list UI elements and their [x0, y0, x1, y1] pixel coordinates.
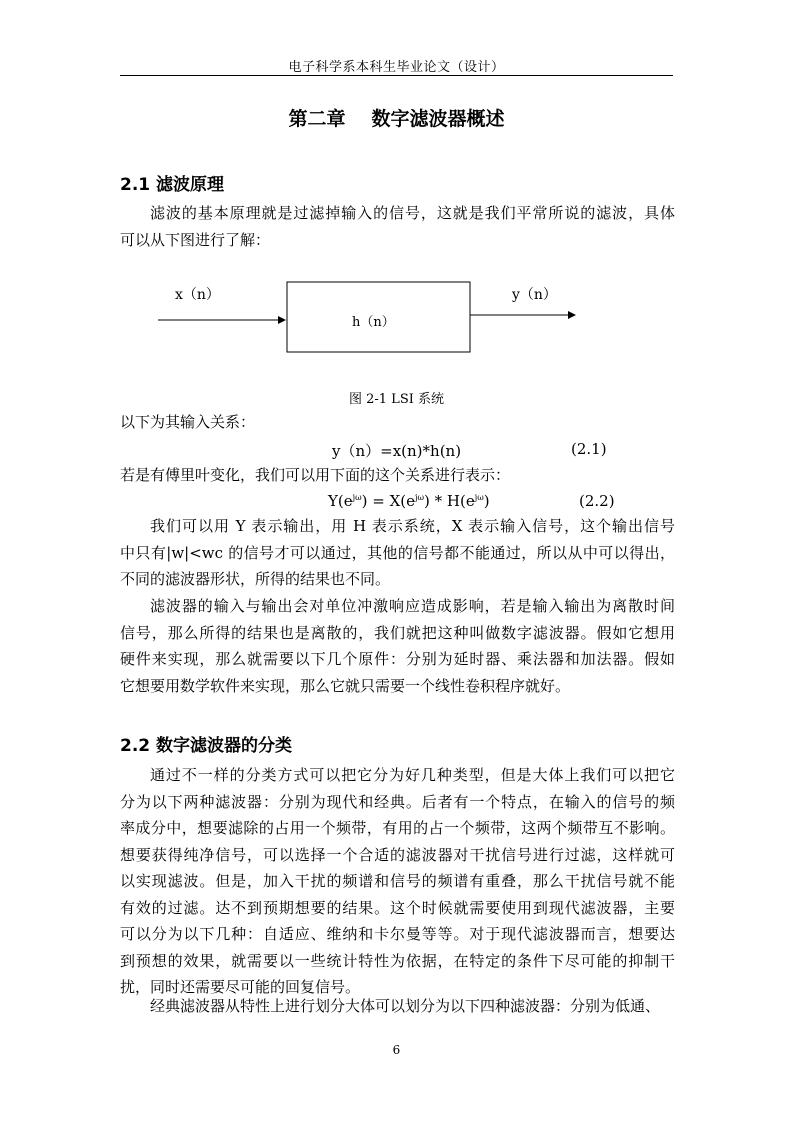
chapter-number: 第二章: [288, 108, 346, 130]
section2-paragraph-2: [120, 993, 675, 1020]
paragraph-line: 通过不一样的分类方式可以把它分为好几种类型，但是大体上我们可以把它: [150, 766, 675, 784]
paragraph-line: 分为以下两种滤波器：分别为现代和经典。后者有一个特点，在输入的信号的频: [120, 792, 675, 811]
paragraph-line: 以实现滤波。但是，加入干扰的频谱和信号的频谱有重叠，那么干扰信号就不能: [120, 872, 675, 890]
eq-part: ) = X(e: [361, 492, 416, 510]
equation-2-2-number: (2.2): [579, 492, 615, 510]
paragraph-line: 到预想的效果，就需要以一些统计特性为依据，在特定的条件下尽可能的抑制干: [120, 951, 675, 970]
figure-caption: 图 2-1 LSI 系统: [348, 392, 444, 407]
output-signal-label: y（n）: [512, 287, 557, 303]
eq-part: ): [483, 492, 490, 510]
equation-2-1: y（n）=x(n)*h(n): [332, 442, 462, 460]
paragraph-line: 经典滤波器从特性上进行划分大体可以划分为以下四种滤波器：分别为低通、: [150, 997, 661, 1015]
paragraph-line: 硬件来实现，那么就需要以下几个原件：分别为延时器、乘法器和加法器。假如: [120, 650, 675, 668]
section1-intro-paragraph: [120, 200, 675, 253]
paragraph-line: 它想要用数学软件来实现，那么它就只需要一个线性卷积程序就好。: [120, 676, 571, 695]
equation-2-2: [328, 492, 490, 510]
relation-intro: 以下为其输入关系：: [120, 413, 256, 431]
eq-part: ) * H(e: [424, 492, 475, 510]
paragraph-line: 滤波器的输入与输出会对单位冲激响应造成影响，若是输入输出为离散时间: [150, 597, 675, 615]
header-rule: [120, 75, 673, 76]
paragraph-line: 扰，同时还需要尽可能的回复信号。: [120, 978, 361, 996]
section1-paragraph-2: [120, 593, 675, 699]
fourier-intro: 若是有傅里叶变化，我们可以用下面的这个关系进行表示：: [120, 466, 511, 484]
chapter-name: 数字滤波器概述: [371, 108, 505, 130]
paragraph-line: 信号，那么所得的结果也是离散的，我们就把这种叫做数字滤波器。假如它想用: [120, 623, 675, 642]
section-title-2-1: 2.1 滤波原理: [120, 175, 225, 195]
paragraph-line: 可以从下图进行了解：: [120, 230, 271, 249]
paragraph-line: 不同的滤波器形状，所得的结果也不同。: [120, 570, 391, 588]
paragraph-line: 滤波的基本原理就是过滤掉输入的信号，这就是我们平常所说的滤波，具体: [150, 204, 675, 222]
equation-2-1-number: (2.1): [571, 440, 607, 458]
section2-paragraph-1: [120, 762, 675, 1001]
paragraph-line: 想要获得纯净信号，可以选择一个合适的滤波器对干扰信号进行过滤，这样就可: [120, 845, 675, 864]
page-number: 6: [392, 1043, 401, 1057]
paragraph-line: 有效的过滤。达不到预期想要的结果。这个时候就需要使用到现代滤波器，主要: [120, 898, 675, 917]
paragraph-line: 可以分为以下几种：自适应、维纳和卡尔曼等等。对于现代滤波器而言，想要达: [120, 925, 675, 943]
section1-paragraph-1: [120, 513, 675, 593]
eq-superscript: jω: [415, 493, 425, 502]
running-header: 电子科学系本科生毕业论文（设计）: [288, 60, 505, 75]
eq-part: Y(e: [328, 492, 353, 510]
paragraph-line: 中只有|w|<wc 的信号才可以通过，其他的信号都不能通过，所以从中可以得出，: [120, 543, 675, 562]
eq-superscript: jω: [352, 493, 362, 502]
eq-superscript: jω: [474, 493, 484, 502]
paragraph-line: 率成分中，想要滤除的占用一个频带，有用的占一个频带，这两个频带互不影响。: [120, 819, 675, 837]
paragraph-line: 我们可以用 Y 表示输出，用 H 表示系统，X 表示输入信号，这个输出信号: [150, 517, 675, 535]
input-signal-label: x（n）: [175, 287, 220, 303]
section-title-2-2: 2.2 数字滤波器的分类: [120, 736, 293, 756]
chapter-title: [0, 104, 793, 131]
system-block-label: h（n）: [352, 315, 395, 330]
